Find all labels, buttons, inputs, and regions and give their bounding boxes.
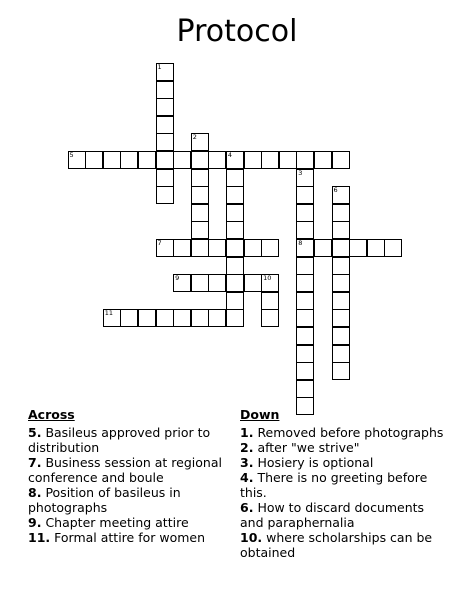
grid-cell[interactable]	[314, 151, 332, 169]
grid-cell[interactable]	[191, 169, 209, 187]
grid-cell[interactable]	[208, 274, 226, 292]
grid-cell[interactable]	[85, 151, 103, 169]
grid-cell[interactable]	[208, 309, 226, 327]
grid-cell[interactable]	[120, 151, 138, 169]
grid-cell[interactable]	[191, 309, 209, 327]
clue-down-4: 4. There is no greeting before this.	[240, 470, 428, 500]
grid-cell[interactable]	[156, 239, 174, 257]
clue-across-9: 9. Chapter meeting attire	[28, 515, 189, 530]
grid-cell[interactable]	[332, 292, 350, 310]
down-clues	[240, 407, 445, 560]
grid-cell[interactable]	[349, 239, 367, 257]
cell-number: 9	[175, 274, 180, 283]
grid-cell[interactable]	[226, 239, 244, 257]
grid-cell[interactable]	[226, 274, 244, 292]
grid-cell[interactable]	[332, 327, 350, 345]
cell-number: 11	[104, 309, 113, 318]
grid-cell[interactable]	[226, 221, 244, 239]
cell-number: 4	[227, 151, 233, 159]
grid-cell[interactable]	[296, 292, 314, 310]
grid-cell[interactable]	[296, 327, 314, 345]
grid-cell[interactable]	[191, 204, 209, 222]
grid-cell[interactable]	[173, 151, 191, 169]
grid-cell[interactable]	[279, 151, 297, 169]
grid-cell[interactable]	[296, 362, 314, 380]
cell-number: 10	[263, 274, 272, 283]
grid-cell[interactable]	[261, 292, 279, 310]
grid-cell[interactable]	[296, 345, 314, 363]
clue-across-8: 8. Position of basileus in photographs	[28, 485, 181, 515]
clue-across-7: 7. Business session at regional conference and boule	[28, 455, 222, 485]
grid-cell[interactable]	[138, 151, 156, 169]
grid-cell[interactable]	[173, 239, 191, 257]
grid-cell[interactable]	[156, 186, 174, 204]
grid-cell[interactable]	[244, 239, 262, 257]
grid-cell[interactable]	[226, 204, 244, 222]
grid-cell[interactable]	[173, 274, 191, 292]
grid-cell[interactable]	[332, 257, 350, 275]
grid-cell[interactable]	[103, 309, 121, 327]
clue-down-3: 3. Hosiery is optional	[240, 455, 374, 470]
grid-cell[interactable]	[296, 257, 314, 275]
grid-cell[interactable]	[103, 151, 121, 169]
grid-cell[interactable]	[367, 239, 385, 257]
grid-cell[interactable]	[156, 81, 174, 99]
grid-cell[interactable]	[156, 133, 174, 151]
clue-down-2: 2. after "we strive"	[240, 440, 360, 455]
grid-cell[interactable]	[332, 274, 350, 292]
grid-cell[interactable]	[296, 380, 314, 398]
grid-cell[interactable]	[332, 362, 350, 380]
grid-cell[interactable]	[226, 169, 244, 187]
grid-cell[interactable]	[191, 151, 209, 169]
grid-cell[interactable]	[156, 169, 174, 187]
down-heading: Down	[240, 407, 280, 422]
grid-cell[interactable]	[173, 309, 191, 327]
grid-cell[interactable]	[384, 239, 402, 257]
grid-cell[interactable]	[332, 309, 350, 327]
grid-cell[interactable]	[191, 221, 209, 239]
grid-cell[interactable]	[226, 186, 244, 204]
grid-cell[interactable]	[296, 239, 314, 257]
grid-cell[interactable]	[296, 274, 314, 292]
grid-cell[interactable]	[156, 309, 174, 327]
across-heading: Across	[28, 407, 75, 422]
grid-cell[interactable]	[332, 151, 350, 169]
grid-cell[interactable]	[296, 221, 314, 239]
grid-cell[interactable]	[296, 309, 314, 327]
grid-cell[interactable]	[261, 274, 279, 292]
grid-cell[interactable]	[261, 239, 279, 257]
cell-number: 3	[298, 168, 303, 177]
grid-cell[interactable]	[296, 169, 314, 187]
grid-cell[interactable]	[191, 274, 209, 292]
grid-cell[interactable]	[226, 151, 244, 169]
grid-cell[interactable]	[191, 186, 209, 204]
grid-cell[interactable]	[226, 309, 244, 327]
clue-across-5: 5. Basileus approved prior to distribution	[28, 425, 211, 455]
grid-cell[interactable]	[208, 151, 226, 169]
cell-number: 6	[333, 186, 338, 195]
cell-number: 5	[69, 151, 74, 159]
grid-cell[interactable]	[332, 204, 350, 222]
clue-across-11: 11. Formal attire for women	[28, 530, 206, 545]
grid-cell[interactable]	[191, 133, 209, 151]
grid-cell[interactable]	[226, 257, 244, 275]
grid-cell[interactable]	[296, 151, 314, 169]
clue-down-1: 1. Removed before photographs	[240, 425, 444, 440]
grid-cell[interactable]	[332, 239, 350, 257]
grid-cell[interactable]	[191, 239, 209, 257]
grid-cell[interactable]	[296, 186, 314, 204]
grid-cell[interactable]	[332, 345, 350, 363]
grid-cell[interactable]	[156, 116, 174, 134]
grid-cell[interactable]	[332, 221, 350, 239]
clue-down-10: 10. where scholarships can be obtained	[240, 530, 433, 560]
grid-cell[interactable]	[156, 98, 174, 116]
cell-number: 8	[298, 239, 303, 247]
grid-cell[interactable]	[156, 151, 174, 169]
clue-down-6: 6. How to discard documents and paraphernalia	[240, 500, 425, 530]
grid-cell[interactable]	[68, 151, 86, 169]
across-clues	[28, 407, 228, 545]
grid-cell[interactable]	[244, 151, 262, 169]
puzzle-title: Protocol	[176, 14, 298, 49]
grid-cell[interactable]	[226, 292, 244, 310]
grid-cell[interactable]	[261, 309, 279, 327]
grid-cell[interactable]	[156, 63, 174, 81]
grid-cell[interactable]	[296, 204, 314, 222]
grid-cell[interactable]	[138, 309, 156, 327]
cell-number: 1	[157, 63, 162, 71]
cell-number: 7	[157, 239, 162, 247]
grid-cell[interactable]	[332, 186, 350, 204]
cell-number: 2	[192, 133, 197, 142]
grid-cell[interactable]	[314, 239, 332, 257]
grid-cell[interactable]	[120, 309, 138, 327]
grid-cell[interactable]	[208, 239, 226, 257]
grid-cell[interactable]	[244, 274, 262, 292]
grid-cell[interactable]	[261, 151, 279, 169]
